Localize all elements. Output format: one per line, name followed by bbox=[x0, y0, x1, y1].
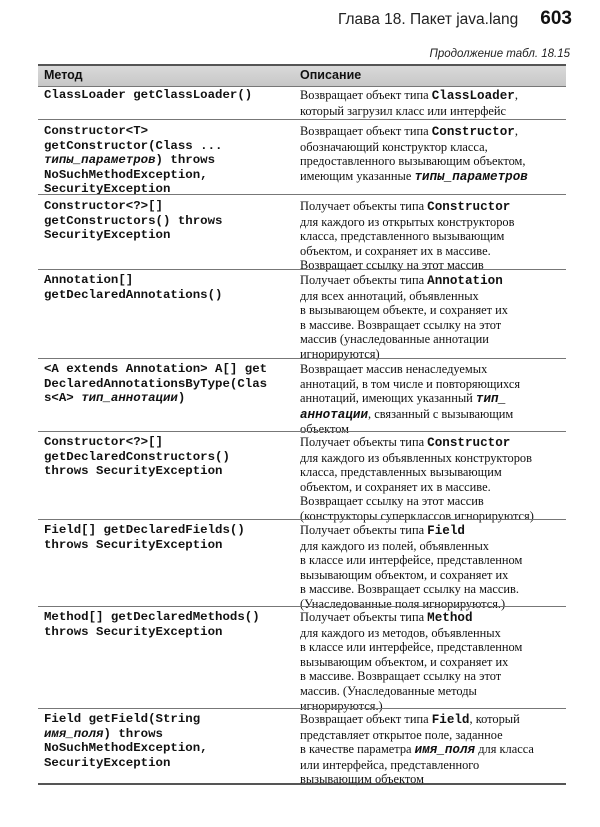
chapter-title: Глава 18. Пакет java.lang bbox=[337, 11, 519, 28]
row-divider bbox=[38, 358, 566, 359]
table-continuation-note: Продолжение табл. 18.15 bbox=[429, 48, 570, 60]
method-description: Возвращает объект типа Constructor, обозначающий конструктор класса, предоставленного вызывающим объектом, имеющим указанные типы_параметров bbox=[300, 124, 528, 184]
method-signature: Constructor<?>[] getDeclaredConstructors() throws SecurityException bbox=[44, 435, 230, 479]
row-divider bbox=[38, 269, 566, 270]
method-description: Получает объекты типа Constructor для каждого из объявленных конструкторов класса, представленных вызывающим объектом, и сохраняет их в массиве. Возвращает ссылку на этот массив (конструкторы суперклассов игнорируются) bbox=[300, 435, 534, 523]
row-divider bbox=[38, 431, 566, 432]
row-divider bbox=[38, 708, 566, 709]
page-header bbox=[338, 8, 572, 30]
table-header bbox=[38, 64, 566, 87]
method-description: Получает объекты типа Method для каждого из методов, объявленных в классе или интерфейсе, представленном вызывающим объектом, и сохраняет их в массиве. Возвращает ссылку на этот массив. (Унаследованные методы игнорируются.) bbox=[300, 610, 523, 713]
column-header-description: Описание bbox=[300, 68, 362, 82]
method-description: Получает объекты типа Constructor для каждого из открытых конструкторов класса, представленного вызывающим объектом, и сохраняет их в массиве. Возвращает ссылку на этот массив bbox=[300, 199, 515, 273]
table-bottom-border bbox=[38, 783, 566, 785]
row-divider bbox=[38, 606, 566, 607]
method-description: Возвращает объект типа ClassLoader, который загрузил класс или интерфейс bbox=[300, 88, 518, 118]
page-number: 603 bbox=[540, 8, 572, 29]
method-signature: ClassLoader getClassLoader() bbox=[44, 88, 253, 102]
method-signature: Annotation[] getDeclaredAnnotations() bbox=[44, 273, 223, 302]
method-description: Получает объекты типа Annotation для всех аннотаций, объявленных в вызывающем объекте, и сохраняет их в массиве. Возвращает ссылку на этот массив (унаследованные аннотации игнорируются) bbox=[300, 273, 509, 361]
method-signature: Constructor<T> getConstructor(Class ... типы_параметров) throws NoSuchMethodException, SecurityException bbox=[44, 124, 223, 197]
method-signature: Constructor<?>[] getConstructors() throws SecurityException bbox=[44, 199, 223, 243]
method-description: Возвращает объект типа Field, который представляет открытое поле, заданное в качестве параметра имя_поля для класса или интерфейса, представленного вызывающим объектом bbox=[300, 712, 534, 787]
method-signature: Field getField(String имя_поля) throws NoSuchMethodException, SecurityException bbox=[44, 712, 208, 770]
method-signature: Method[] getDeclaredMethods() throws SecurityException bbox=[44, 610, 260, 639]
method-signature: <A extends Annotation> A[] get DeclaredAnnotationsByType(Clas s<A> тип_аннотации) bbox=[44, 362, 268, 406]
row-divider bbox=[38, 519, 566, 520]
column-header-method: Метод bbox=[44, 68, 83, 82]
method-signature: Field[] getDeclaredFields() throws SecurityException bbox=[44, 523, 245, 552]
method-description: Возвращает массив ненаследуемых аннотаций, в том числе и повторяющихся аннотаций, имеющих указанный тип_ аннотации, связанный с вызывающим объектом bbox=[300, 362, 521, 437]
row-divider bbox=[38, 119, 566, 120]
row-divider bbox=[38, 194, 566, 195]
method-description: Получает объекты типа Field для каждого из полей, объявленных в классе или интерфейсе, представленном вызывающим объектом, и сохраняет их в массиве. Возвращает ссылку на массив. (Унаследованные поля игнорируются.) bbox=[300, 523, 523, 611]
